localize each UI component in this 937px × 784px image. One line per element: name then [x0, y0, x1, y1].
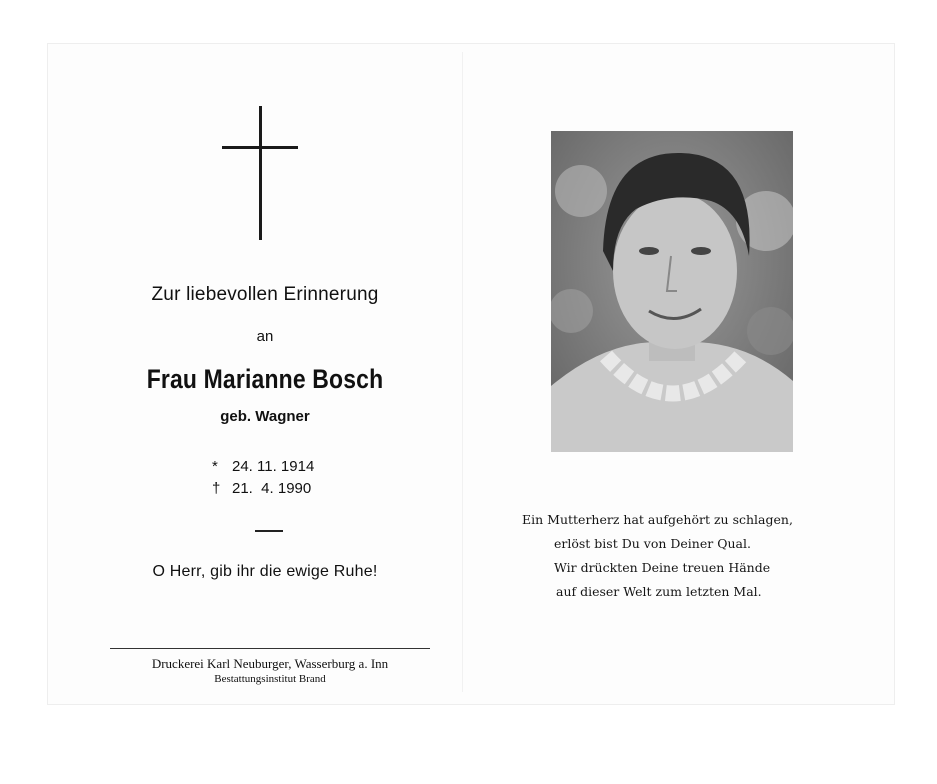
poem-line: erlöst bist Du von Deiner Qual. — [554, 536, 751, 551]
dates-block — [212, 456, 314, 500]
memory-heading: Zur liebevollen Erinnerung — [151, 284, 379, 305]
printer-credit: Druckerei Karl Neuburger, Wasserburg a. Inn — [151, 656, 389, 671]
footer-rule — [110, 648, 430, 649]
poem-line: auf dieser Welt zum letzten Mal. — [556, 584, 762, 599]
death-row — [212, 478, 314, 500]
poem-line: Wir drückten Deine treuen Hände — [554, 560, 771, 575]
birth-name: geb. Wagner — [220, 408, 310, 425]
born-date: 24. 11. 1914 — [232, 458, 315, 475]
deceased-name: Frau Marianne Bosch — [146, 364, 384, 394]
poem-line: Ein Mutterherz hat aufgehört zu schlagen, — [522, 512, 793, 527]
portrait-photo — [551, 131, 793, 452]
cross-icon — [222, 106, 300, 242]
funeral-home-credit: Bestattungsinstitut Brand — [214, 673, 326, 685]
poem — [514, 508, 844, 604]
separator-dash — [255, 530, 283, 532]
birth-row — [212, 456, 314, 478]
born-symbol: * — [212, 458, 218, 475]
died-date: 21. 4. 1990 — [232, 480, 312, 497]
prayer-text: O Herr, gib ihr die ewige Ruhe! — [152, 563, 378, 580]
an-text: an — [256, 328, 274, 345]
died-symbol: † — [212, 480, 221, 497]
card-fold — [462, 52, 463, 692]
